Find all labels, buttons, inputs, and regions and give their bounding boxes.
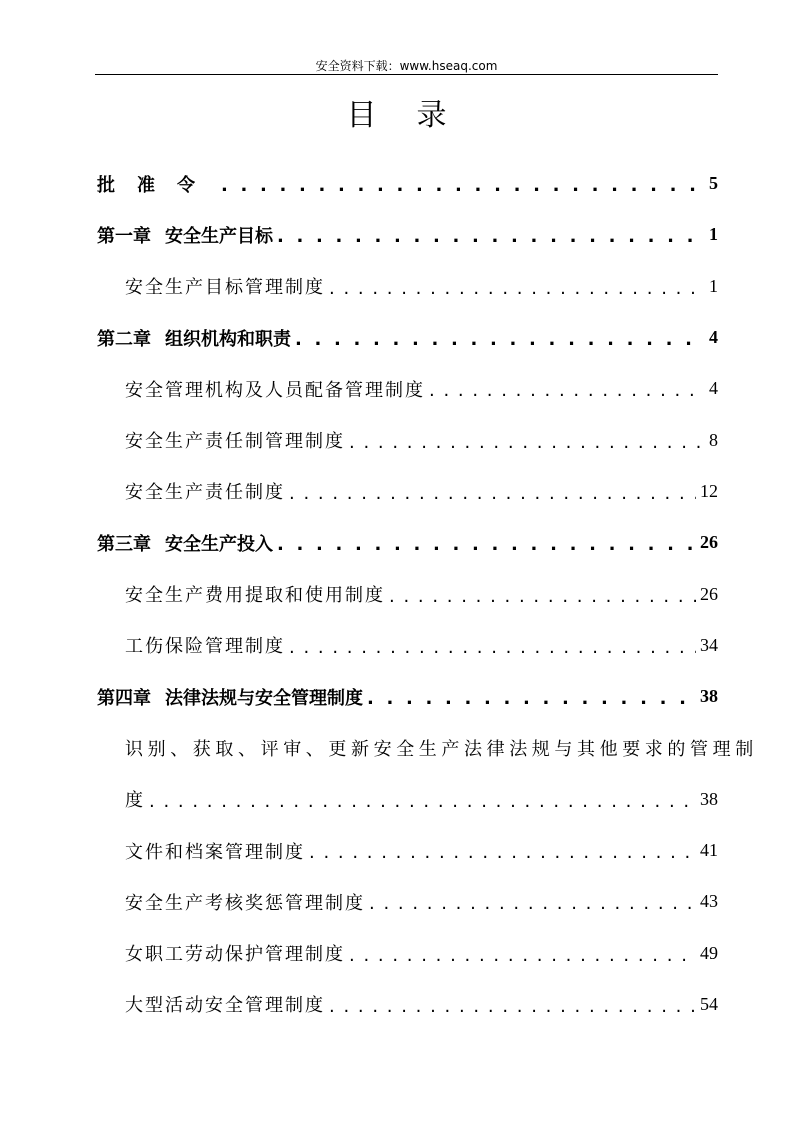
toc-entry-approval-order[interactable] [97, 158, 718, 209]
dot-leader [295, 329, 705, 350]
toc-section[interactable] [97, 825, 718, 876]
section-title: 安全生产目标管理制度 [125, 277, 325, 299]
table-of-contents [97, 158, 758, 1030]
toc-chapter-3[interactable] [97, 517, 718, 568]
section-title: 文件和档案管理制度 [125, 841, 305, 863]
toc-section[interactable] [97, 876, 718, 927]
toc-chapter-2[interactable] [97, 312, 718, 363]
header-rule [95, 74, 718, 75]
chapter-number: 第四章 [97, 687, 151, 709]
chapter-title: 安全生产投入 [165, 533, 273, 555]
toc-section[interactable] [97, 414, 718, 465]
toc-page-number: 54 [700, 993, 718, 1014]
toc-page-number: 1 [709, 224, 718, 245]
dot-leader [149, 791, 696, 812]
dot-leader [277, 226, 705, 247]
toc-chapter-1[interactable] [97, 209, 718, 260]
toc-page-number: 49 [700, 942, 718, 963]
chapter-number: 第三章 [97, 533, 151, 555]
toc-page-number: 41 [700, 840, 718, 860]
page-title: 目录 [346, 98, 487, 133]
dot-leader [367, 688, 696, 709]
dot-leader [221, 175, 705, 196]
section-title: 安全管理机构及人员配备管理制度 [125, 379, 425, 401]
toc-page-number: 26 [700, 583, 718, 604]
dot-leader [349, 432, 705, 453]
dot-leader [429, 380, 705, 401]
section-title: 识别、获取、评审、更新安全生产法律法规与其他要求的管理制 [125, 738, 758, 760]
chapter-number: 第二章 [97, 328, 151, 350]
dot-leader [329, 996, 696, 1017]
toc-page-number: 43 [700, 891, 718, 912]
toc-page-number: 38 [700, 686, 718, 707]
toc-section[interactable] [97, 927, 718, 978]
section-title: 安全生产责任制度 [125, 482, 285, 504]
dot-leader [309, 842, 696, 863]
chapter-title: 法律法规与安全管理制度 [165, 687, 363, 709]
chapter-number: 第一章 [97, 225, 151, 247]
toc-page-number: 1 [709, 275, 718, 296]
toc-section[interactable] [97, 363, 718, 414]
toc-section[interactable] [97, 261, 718, 312]
toc-page-number: 8 [709, 429, 718, 450]
toc-page-number: 34 [700, 634, 718, 655]
section-title: 大型活动安全管理制度 [125, 995, 325, 1017]
toc-section-wrapped-line[interactable] [97, 722, 758, 773]
toc-page-number: 4 [709, 327, 718, 348]
toc-chapter-4[interactable] [97, 671, 718, 722]
toc-page-number: 26 [700, 532, 718, 553]
dot-leader [277, 534, 696, 555]
toc-page-number: 12 [700, 480, 718, 501]
section-title: 安全生产考核奖惩管理制度 [125, 892, 365, 914]
section-title: 安全生产责任制管理制度 [125, 431, 345, 453]
dot-leader [349, 945, 696, 966]
toc-entry-title: 批准令 [97, 174, 217, 196]
toc-section[interactable] [97, 568, 718, 619]
toc-section[interactable] [97, 774, 718, 825]
chapter-title: 安全生产目标 [165, 225, 273, 247]
toc-page-number: 5 [709, 173, 718, 194]
dot-leader [289, 483, 696, 504]
toc-page-number: 38 [700, 788, 718, 809]
chapter-title: 组织机构和职责 [165, 328, 291, 350]
dot-leader [369, 893, 696, 914]
dot-leader [289, 637, 696, 658]
toc-section[interactable] [97, 466, 718, 517]
toc-section[interactable] [97, 620, 718, 671]
section-title: 工伤保险管理制度 [125, 636, 285, 658]
toc-section[interactable] [97, 979, 718, 1030]
section-title: 女职工劳动保护管理制度 [125, 944, 345, 966]
toc-page-number: 4 [709, 378, 718, 399]
dot-leader [329, 278, 705, 299]
dot-leader [389, 586, 696, 607]
section-title: 安全生产费用提取和使用制度 [125, 585, 385, 607]
section-title: 度 [125, 790, 145, 812]
page-header: 安全资料下载：www.hseaq.com [315, 59, 498, 73]
